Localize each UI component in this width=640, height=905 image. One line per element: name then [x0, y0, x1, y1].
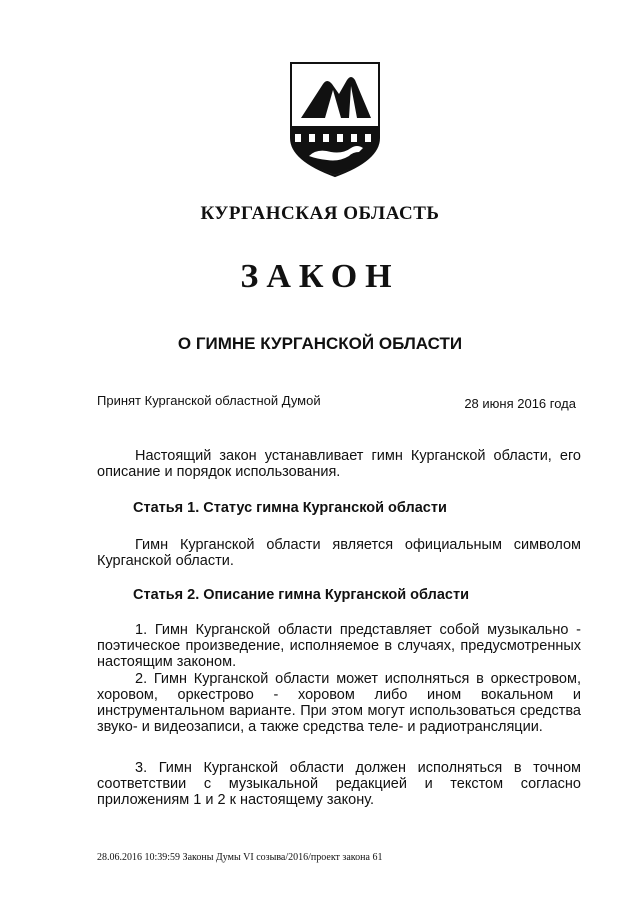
article-2-heading: Статья 2. Описание гимна Курганской области	[133, 587, 469, 603]
adopted-by: Принят Курганской областной Думой	[97, 393, 321, 408]
article-2-paragraph-3: 3. Гимн Курганской области должен исполняться в точном соответствии с музыкальной редакцией и текстом согласно приложениям 1 и 2 к настоящему закону.	[97, 760, 581, 808]
coat-of-arms-icon	[287, 60, 383, 178]
document-type: ЗАКОН	[240, 258, 400, 295]
article-2-paragraph-1: 1. Гимн Курганской области представляет собой музыкально - поэтическое произведение, исполняемое в случаях, предусмотренных настоящим законом.	[97, 622, 581, 670]
intro-paragraph: Настоящий закон устанавливает гимн Курганской области, его описание и порядок использования.	[97, 448, 581, 480]
adoption-date: 28 июня 2016 года	[464, 396, 576, 411]
law-title: О ГИМНЕ КУРГАНСКОЙ ОБЛАСТИ	[177, 334, 463, 353]
article-2-paragraph-2: 2. Гимн Курганской области может исполняться в оркестровом, хоровом, оркестрово - хоровом либо ином вокальном и инструментальном варианте. При этом могут использоваться средства звуко- и видеозаписи, а также средства теле- и радиотрансляции.	[97, 671, 581, 735]
region-name: КУРГАНСКАЯ ОБЛАСТЬ	[200, 203, 440, 224]
article-1-heading: Статья 1. Статус гимна Курганской области	[133, 500, 447, 516]
article-1-text: Гимн Курганской области является официальным символом Курганской области.	[97, 537, 581, 569]
document-footer: 28.06.2016 10:39:59 Законы Думы VI созыва/2016/проект закона 61	[97, 852, 383, 863]
